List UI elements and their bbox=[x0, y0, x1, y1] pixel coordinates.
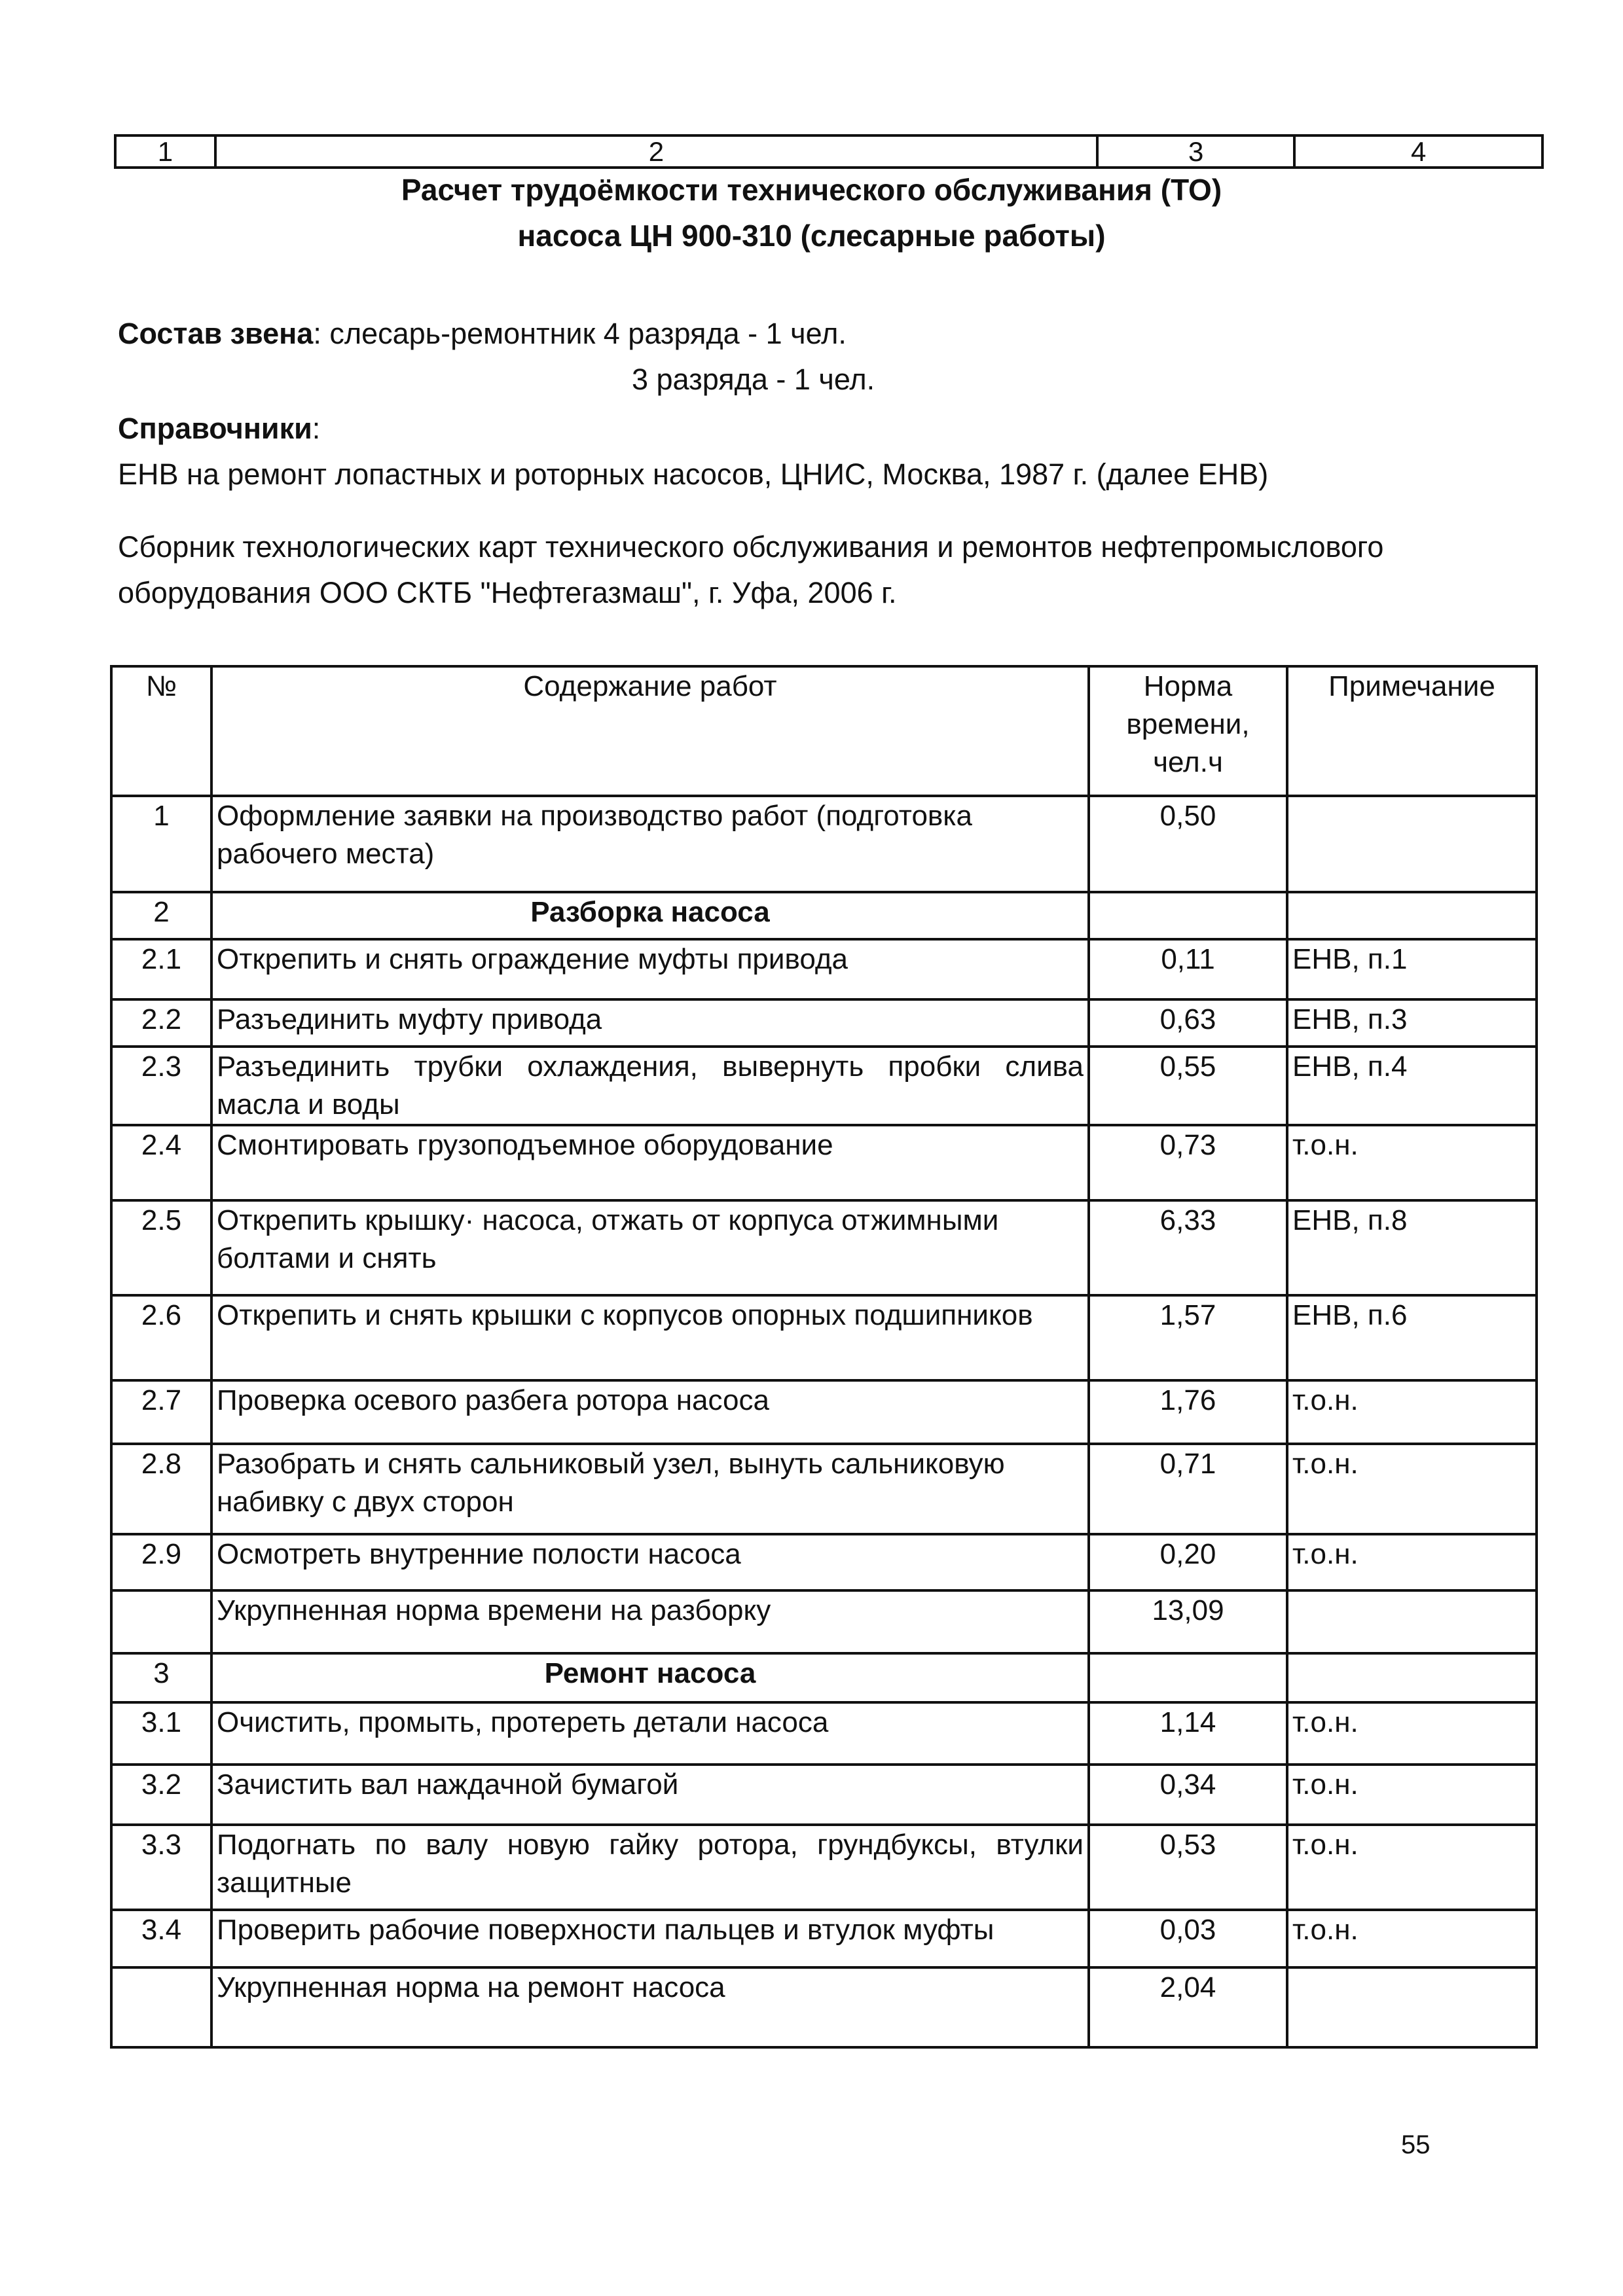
row-content: Зачистить вал наждачной бумагой bbox=[211, 1765, 1089, 1825]
row-note bbox=[1287, 892, 1537, 939]
row-note: ЕНВ, п.6 bbox=[1287, 1295, 1537, 1380]
row-note bbox=[1287, 1590, 1537, 1653]
row-content: Осмотреть внутренние полости насоса bbox=[211, 1534, 1089, 1590]
row-num: 2.9 bbox=[111, 1534, 211, 1590]
table-row bbox=[111, 1444, 1537, 1534]
column-number: 4 bbox=[1294, 135, 1542, 168]
row-content: Проверка осевого разбега ротора насоса bbox=[211, 1380, 1089, 1444]
row-norm: 6,33 bbox=[1089, 1200, 1287, 1295]
row-note bbox=[1287, 1653, 1537, 1702]
row-note: ЕНВ, п.4 bbox=[1287, 1047, 1537, 1125]
crew-line1 bbox=[118, 314, 847, 353]
table-row bbox=[111, 1200, 1537, 1295]
row-norm: 0,73 bbox=[1089, 1125, 1287, 1200]
row-note: т.о.н. bbox=[1287, 1702, 1537, 1765]
table-row bbox=[111, 1702, 1537, 1765]
row-content: Открепить и снять крышки с корпусов опорных подшипников bbox=[211, 1295, 1089, 1380]
crew-value: : слесарь-ремонтник 4 разряда - 1 чел. bbox=[313, 317, 847, 350]
row-content: Открепить и снять ограждение муфты привода bbox=[211, 939, 1089, 999]
row-norm: 1,14 bbox=[1089, 1702, 1287, 1765]
references-label: Справочники bbox=[118, 412, 312, 445]
row-num: 3.3 bbox=[111, 1825, 211, 1910]
row-content: Проверить рабочие поверхности пальцев и втулок муфты bbox=[211, 1910, 1089, 1967]
row-norm: 0,03 bbox=[1089, 1910, 1287, 1967]
table-row bbox=[111, 1765, 1537, 1825]
page-number: 55 bbox=[1401, 2130, 1431, 2159]
crew-line2: 3 разряда - 1 чел. bbox=[632, 363, 875, 396]
row-content: Укрупненная норма времени на разборку bbox=[211, 1590, 1089, 1653]
header-note: Примечание bbox=[1287, 666, 1537, 796]
row-note: т.о.н. bbox=[1287, 1825, 1537, 1910]
row-note: т.о.н. bbox=[1287, 1380, 1537, 1444]
row-num: 2.2 bbox=[111, 999, 211, 1047]
table-row bbox=[111, 1125, 1537, 1200]
row-norm bbox=[1089, 1653, 1287, 1702]
document-title-line1: Расчет трудоёмкости технического обслуживания (ТО) bbox=[401, 173, 1222, 207]
row-num: 3.4 bbox=[111, 1910, 211, 1967]
header-content: Содержание работ bbox=[211, 666, 1089, 796]
table-row bbox=[111, 939, 1537, 999]
row-num: 3 bbox=[111, 1653, 211, 1702]
table-row bbox=[111, 1380, 1537, 1444]
row-num: 1 bbox=[111, 796, 211, 892]
row-norm: 0,20 bbox=[1089, 1534, 1287, 1590]
table-row bbox=[111, 1534, 1537, 1590]
row-num: 3.1 bbox=[111, 1702, 211, 1765]
column-number: 3 bbox=[1097, 135, 1294, 168]
row-norm: 1,57 bbox=[1089, 1295, 1287, 1380]
row-note: ЕНВ, п.8 bbox=[1287, 1200, 1537, 1295]
row-norm: 0,63 bbox=[1089, 999, 1287, 1047]
crew-label: Состав звена bbox=[118, 317, 314, 350]
table-row bbox=[111, 1295, 1537, 1380]
row-note: т.о.н. bbox=[1287, 1765, 1537, 1825]
row-norm: 0,11 bbox=[1089, 939, 1287, 999]
row-num: 2.3 bbox=[111, 1047, 211, 1125]
row-num: 3.2 bbox=[111, 1765, 211, 1825]
row-num: 2.4 bbox=[111, 1125, 211, 1200]
table-row bbox=[111, 1910, 1537, 1967]
table-row bbox=[111, 999, 1537, 1047]
row-num: 2.6 bbox=[111, 1295, 211, 1380]
row-content: Разъединить муфту привода bbox=[211, 999, 1089, 1047]
table-section-row bbox=[111, 1653, 1537, 1702]
row-num bbox=[111, 1967, 211, 2047]
table-header-row bbox=[111, 666, 1537, 796]
row-norm: 0,34 bbox=[1089, 1765, 1287, 1825]
row-content: Открепить крышку· насоса, отжать от корпуса отжимными болтами и снять bbox=[211, 1200, 1089, 1295]
row-note: т.о.н. bbox=[1287, 1125, 1537, 1200]
row-num bbox=[111, 1590, 211, 1653]
row-note: т.о.н. bbox=[1287, 1910, 1537, 1967]
references-heading bbox=[118, 409, 320, 448]
table-row bbox=[111, 796, 1537, 892]
labor-table bbox=[110, 665, 1538, 2049]
table-subtotal-row bbox=[111, 1590, 1537, 1653]
row-num: 2.7 bbox=[111, 1380, 211, 1444]
row-content: Разобрать и снять сальниковый узел, вынуть сальниковую набивку с двух сторон bbox=[211, 1444, 1089, 1534]
header-num: № bbox=[111, 666, 211, 796]
row-note bbox=[1287, 1967, 1537, 2047]
reference-2-line2: оборудования ООО СКТБ "Нефтегазмаш", г. Уфа, 2006 г. bbox=[118, 576, 897, 609]
row-note bbox=[1287, 796, 1537, 892]
row-content: Подогнать по валу новую гайку ротора, грундбуксы, втулки защитные bbox=[211, 1825, 1089, 1910]
table-section-row bbox=[111, 892, 1537, 939]
row-norm: 1,76 bbox=[1089, 1380, 1287, 1444]
row-note: т.о.н. bbox=[1287, 1534, 1537, 1590]
column-number-strip bbox=[114, 134, 1544, 169]
row-content: Оформление заявки на производство работ (подготовка рабочего места) bbox=[211, 796, 1089, 892]
column-number: 1 bbox=[115, 135, 215, 168]
row-note: ЕНВ, п.3 bbox=[1287, 999, 1537, 1047]
row-norm: 2,04 bbox=[1089, 1967, 1287, 2047]
table-row bbox=[111, 1047, 1537, 1125]
row-note: т.о.н. bbox=[1287, 1444, 1537, 1534]
header-norm: Норма времени, чел.ч bbox=[1089, 666, 1287, 796]
row-content: Очистить, промыть, протереть детали насоса bbox=[211, 1702, 1089, 1765]
row-num: 2.8 bbox=[111, 1444, 211, 1534]
document-title-line2: насоса ЦН 900-310 (слесарные работы) bbox=[517, 219, 1106, 253]
section-title: Разборка насоса bbox=[211, 892, 1089, 939]
row-content: Смонтировать грузоподъемное оборудование bbox=[211, 1125, 1089, 1200]
row-num: 2.5 bbox=[111, 1200, 211, 1295]
row-norm: 0,53 bbox=[1089, 1825, 1287, 1910]
references-colon: : bbox=[312, 412, 321, 445]
row-num: 2 bbox=[111, 892, 211, 939]
row-norm: 0,71 bbox=[1089, 1444, 1287, 1534]
row-norm: 13,09 bbox=[1089, 1590, 1287, 1653]
reference-1: ЕНВ на ремонт лопастных и роторных насосов, ЦНИС, Москва, 1987 г. (далее ЕНВ) bbox=[118, 457, 1269, 491]
row-norm: 0,55 bbox=[1089, 1047, 1287, 1125]
row-note: ЕНВ, п.1 bbox=[1287, 939, 1537, 999]
table-subtotal-row bbox=[111, 1967, 1537, 2047]
row-content: Разъединить трубки охлаждения, вывернуть пробки слива масла и воды bbox=[211, 1047, 1089, 1125]
row-content: Укрупненная норма на ремонт насоса bbox=[211, 1967, 1089, 2047]
table-row bbox=[111, 1825, 1537, 1910]
row-norm: 0,50 bbox=[1089, 796, 1287, 892]
section-title: Ремонт насоса bbox=[211, 1653, 1089, 1702]
column-number: 2 bbox=[215, 135, 1097, 168]
row-norm bbox=[1089, 892, 1287, 939]
row-num: 2.1 bbox=[111, 939, 211, 999]
reference-2-line1: Сборник технологических карт технического обслуживания и ремонтов нефтепромыслового bbox=[118, 530, 1384, 564]
